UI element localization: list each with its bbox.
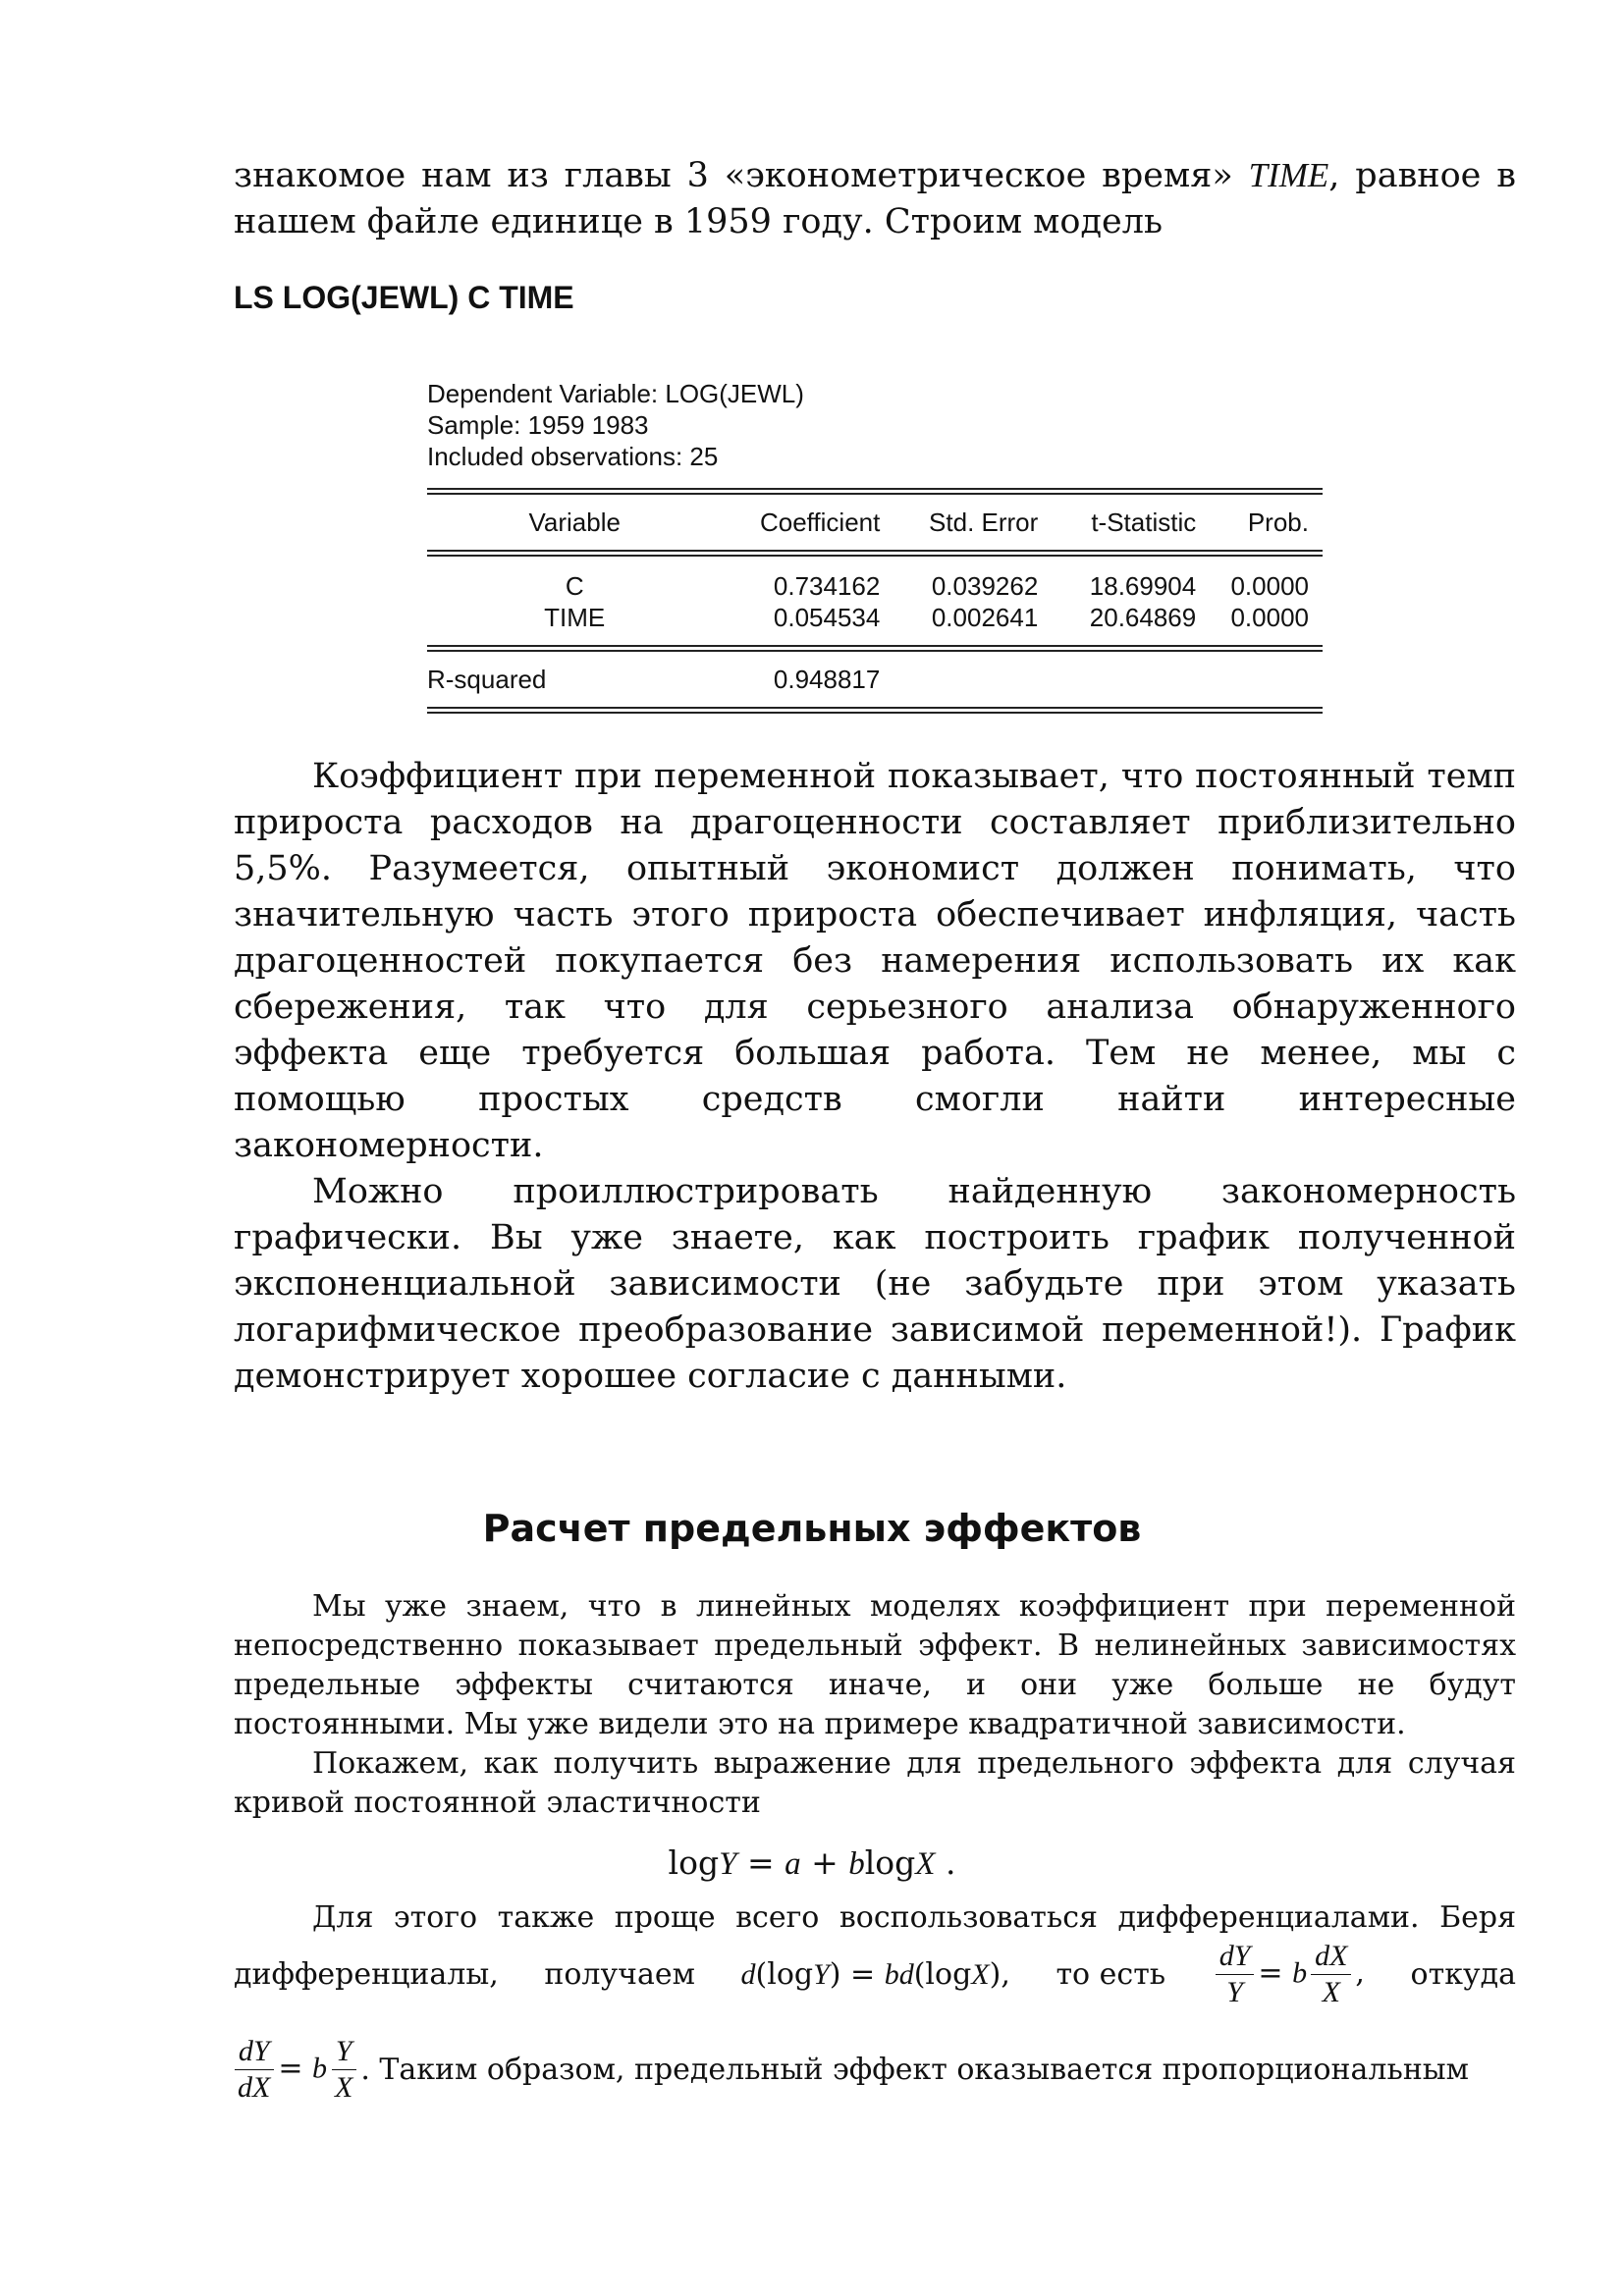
paragraph-graph: Можно проиллюстрировать найденную закономерность графически. Вы уже знаете, как построить график полученной экспоненциальной зависимости (не забудьте при этом указать логарифмическое преобразование зависимой переменной!). График демонстрирует хорошее согласие с данными. xyxy=(234,1172,1516,1396)
regression-header xyxy=(427,378,1323,472)
col-coefficient: Coefficient xyxy=(759,507,881,537)
differentials-line xyxy=(234,1939,1516,2010)
table-row xyxy=(427,602,1323,633)
expr-marginal: $\frac{dY}{dX}$ = b $\frac{Y}{X}$ xyxy=(234,2034,360,2106)
cell-t-statistic: 18.69904 xyxy=(1089,570,1197,601)
paragraph-marginal-1: Мы уже знаем, что в линейных моделях коэффициент при переменной непосредственно показывает предельный эффект. В нелинейных зависимостях предельные эффекты считаются иначе, и они уже больше не будут постоянными. Мы уже видели это на примере квадратичной зависимости. xyxy=(234,1589,1516,1741)
intro-text-a: знакомое нам из главы 3 «эконометрическое время» xyxy=(234,156,1233,195)
rule-header xyxy=(427,550,1323,557)
col-variable: Variable xyxy=(528,507,621,537)
text-that-is: то есть xyxy=(1056,1957,1166,1992)
rule-middle xyxy=(427,645,1323,652)
col-t-statistic: t-Statistic xyxy=(1091,507,1197,537)
cell-coefficient: 0.734162 xyxy=(773,570,881,601)
section-body-2 xyxy=(234,1898,1516,1938)
cell-t-statistic: 20.64869 xyxy=(1089,602,1197,632)
coefficient-table xyxy=(427,570,1323,633)
time-variable: TIME xyxy=(1248,156,1329,194)
rule-bottom xyxy=(427,707,1323,714)
intro-paragraph xyxy=(234,152,1516,245)
paragraph-coefficient: Коэффициент при переменной показывает, что постоянный темп прироста расходов на драгоценности составляет приблизительно 5,5%. Разумеется, опытный экономист должен понимать, что значительную часть этого прироста обеспечивает инфляция, часть драгоценностей покупается без намерения использовать их как сбережения, так что для серьезного анализа обнаруженного эффекта еще требуется большая работа. Тем не менее, мы с помощью простых средств смогли найти интересные закономерности. xyxy=(234,757,1516,1165)
sample-range: Sample: 1959 1983 xyxy=(427,410,649,440)
formula-elasticity xyxy=(0,1843,1624,1883)
eviews-command: LS LOG(JEWL) C TIME xyxy=(234,280,574,315)
paragraph-marginal-2: Покажем, как получить выражение для предельного эффекта для случая кривой постоянной эластичности xyxy=(234,1746,1516,1820)
text-whence: откуда xyxy=(1410,1957,1516,1992)
cell-std-error: 0.002641 xyxy=(931,602,1039,632)
intro-line-1 xyxy=(234,152,1516,199)
cell-variable: TIME xyxy=(544,602,606,632)
cell-coefficient: 0.054534 xyxy=(773,602,881,632)
intro-line-2: нашем файле единице в 1959 году. Строим модель xyxy=(234,202,1164,241)
cell-prob: 0.0000 xyxy=(1230,570,1309,601)
cell-std-error: 0.039262 xyxy=(931,570,1039,601)
cell-variable: C xyxy=(565,570,584,601)
text-differentials: дифференциалы, xyxy=(234,1957,499,1992)
r-squared-label: R-squared xyxy=(427,664,547,694)
dependent-variable: Dependent Variable: LOG(JEWL) xyxy=(427,379,804,408)
section-body xyxy=(234,1587,1516,1823)
text-get: получаем xyxy=(544,1957,695,1992)
col-prob: Prob. xyxy=(1247,507,1309,537)
rule-top xyxy=(427,488,1323,495)
paragraph-differentials-start: Для этого также проще всего воспользоваться дифференциалами. Беря xyxy=(312,1900,1516,1935)
marginal-effect-line xyxy=(234,2034,1516,2106)
cell-prob: 0.0000 xyxy=(1230,602,1309,632)
expr-d-log: d(logY) = bd(logX), xyxy=(740,1957,1010,1992)
r-squared-value: 0.948817 xyxy=(773,664,881,694)
table-row xyxy=(427,570,1323,602)
discussion xyxy=(234,754,1516,1400)
column-headers xyxy=(427,507,1323,538)
formula-text: logY = a + blogX . xyxy=(668,1843,956,1882)
regression-output xyxy=(427,378,1323,714)
expr-ratio: $\frac{dY}{Y}$ = b $\frac{dX}{X}$ , xyxy=(1212,1939,1365,2010)
section-heading: Расчет предельных эффектов xyxy=(482,1507,1142,1550)
text-marginal-tail: . Таким образом, предельный эффект оказывается пропорциональным xyxy=(360,2053,1470,2087)
observations-count: Included observations: 25 xyxy=(427,442,719,471)
col-std-error: Std. Error xyxy=(929,507,1039,537)
intro-text-b: , равное в xyxy=(1328,156,1516,195)
r-squared-row xyxy=(427,664,1323,695)
